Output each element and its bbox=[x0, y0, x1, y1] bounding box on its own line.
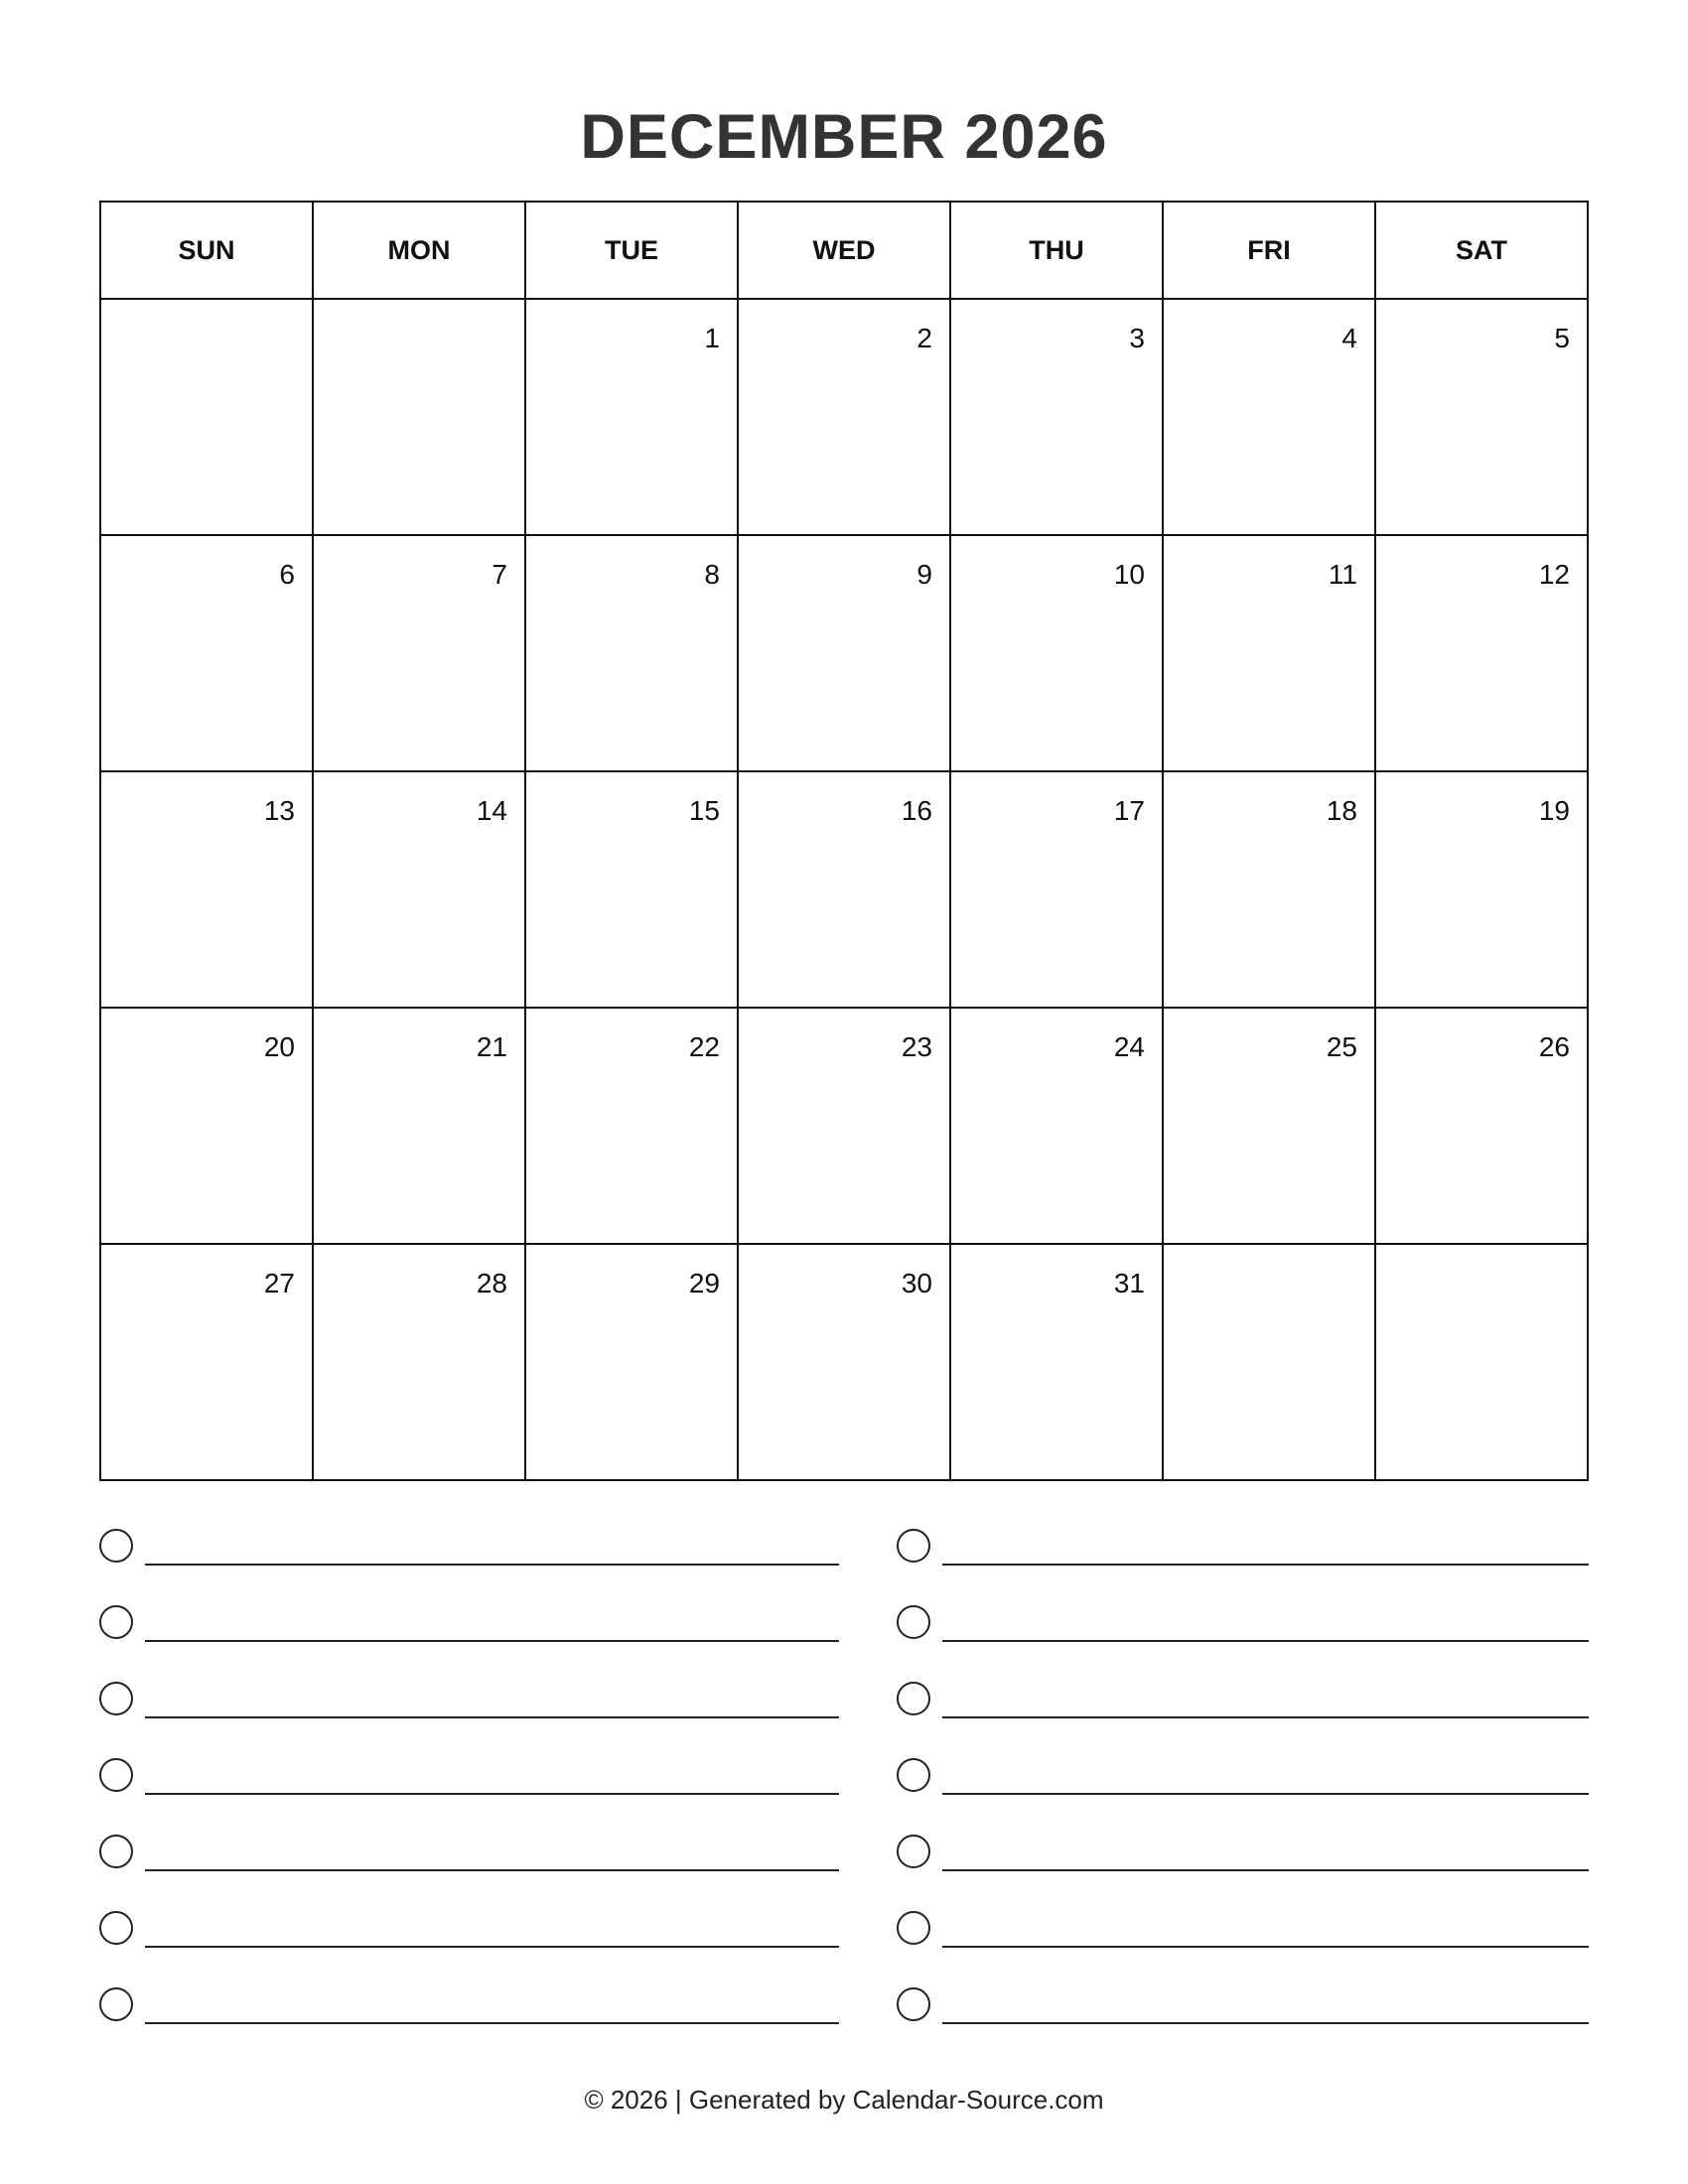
day-number: 7 bbox=[492, 559, 507, 590]
day-number: 29 bbox=[688, 1268, 720, 1298]
day-cell[interactable] bbox=[313, 1244, 525, 1480]
note-item[interactable] bbox=[99, 1835, 839, 1911]
day-number: 19 bbox=[1538, 795, 1570, 826]
note-item[interactable] bbox=[99, 1529, 839, 1605]
day-cell[interactable] bbox=[525, 299, 738, 535]
day-cell[interactable] bbox=[1375, 535, 1588, 771]
day-number: 21 bbox=[476, 1031, 507, 1062]
note-line[interactable] bbox=[942, 1716, 1589, 1718]
note-line[interactable] bbox=[942, 1640, 1589, 1642]
checkbox-circle-icon[interactable] bbox=[99, 1605, 133, 1639]
day-cell[interactable] bbox=[738, 299, 950, 535]
note-item[interactable] bbox=[897, 1911, 1589, 1987]
day-cell[interactable] bbox=[1375, 299, 1588, 535]
footer-credit: © 2026 | Generated by Calendar-Source.com bbox=[584, 2085, 1104, 2115]
day-number: 23 bbox=[901, 1031, 932, 1062]
weekday-tue: TUE bbox=[525, 202, 738, 299]
checkbox-circle-icon[interactable] bbox=[99, 1529, 133, 1563]
note-line[interactable] bbox=[942, 2022, 1589, 2024]
day-cell[interactable] bbox=[738, 535, 950, 771]
day-number: 3 bbox=[1129, 323, 1145, 353]
checkbox-circle-icon[interactable] bbox=[897, 1835, 930, 1868]
weekday-thu: THU bbox=[950, 202, 1163, 299]
day-number: 27 bbox=[263, 1268, 295, 1298]
notes-list-right bbox=[897, 1529, 1589, 2064]
note-line[interactable] bbox=[942, 1946, 1589, 1948]
note-line[interactable] bbox=[942, 1869, 1589, 1871]
note-item[interactable] bbox=[99, 1987, 839, 2064]
week-row bbox=[100, 1244, 1588, 1480]
checkbox-circle-icon[interactable] bbox=[897, 1987, 930, 2021]
note-item[interactable] bbox=[897, 1987, 1589, 2064]
day-number: 13 bbox=[263, 795, 295, 826]
day-cell[interactable] bbox=[525, 1244, 738, 1480]
day-number: 24 bbox=[1113, 1031, 1145, 1062]
day-number: 17 bbox=[1113, 795, 1145, 826]
day-number: 26 bbox=[1538, 1031, 1570, 1062]
note-item[interactable] bbox=[99, 1682, 839, 1758]
day-number: 8 bbox=[704, 559, 720, 590]
day-number: 10 bbox=[1113, 559, 1145, 590]
checkbox-circle-icon[interactable] bbox=[897, 1682, 930, 1715]
day-number: 20 bbox=[263, 1031, 295, 1062]
day-number: 22 bbox=[688, 1031, 720, 1062]
day-number: 28 bbox=[476, 1268, 507, 1298]
day-cell[interactable] bbox=[313, 535, 525, 771]
day-cell[interactable] bbox=[950, 299, 1163, 535]
day-number: 2 bbox=[916, 323, 932, 353]
week-row bbox=[100, 535, 1588, 771]
day-cell[interactable] bbox=[313, 771, 525, 1008]
day-cell[interactable] bbox=[1163, 1244, 1375, 1480]
day-cell[interactable] bbox=[738, 1244, 950, 1480]
day-number bbox=[1164, 1245, 1374, 1267]
weekday-mon: MON bbox=[313, 202, 525, 299]
note-line[interactable] bbox=[145, 1716, 839, 1718]
note-item[interactable] bbox=[897, 1605, 1589, 1682]
checkbox-circle-icon[interactable] bbox=[99, 1682, 133, 1715]
day-number: 18 bbox=[1326, 795, 1357, 826]
checkbox-circle-icon[interactable] bbox=[897, 1605, 930, 1639]
day-number: 1 bbox=[704, 323, 720, 353]
week-row bbox=[100, 1008, 1588, 1244]
day-cell[interactable] bbox=[950, 1008, 1163, 1244]
day-cell[interactable] bbox=[950, 535, 1163, 771]
note-item[interactable] bbox=[99, 1605, 839, 1682]
day-number: 12 bbox=[1538, 559, 1570, 590]
weekday-header-row bbox=[100, 202, 1588, 299]
day-cell[interactable] bbox=[1375, 1244, 1588, 1480]
notes-list-left bbox=[99, 1529, 839, 2064]
checkbox-circle-icon[interactable] bbox=[897, 1911, 930, 1945]
checkbox-circle-icon[interactable] bbox=[897, 1529, 930, 1563]
day-cell[interactable] bbox=[100, 299, 313, 535]
weekday-sun: SUN bbox=[100, 202, 313, 299]
day-number: 4 bbox=[1341, 323, 1357, 353]
note-item[interactable] bbox=[897, 1682, 1589, 1758]
note-line[interactable] bbox=[942, 1793, 1589, 1795]
checkbox-circle-icon[interactable] bbox=[99, 1835, 133, 1868]
day-number: 15 bbox=[688, 795, 720, 826]
day-number bbox=[1376, 1245, 1587, 1267]
day-number: 14 bbox=[476, 795, 507, 826]
day-number: 31 bbox=[1113, 1268, 1145, 1298]
day-cell[interactable] bbox=[1163, 535, 1375, 771]
day-cell[interactable] bbox=[525, 771, 738, 1008]
checkbox-circle-icon[interactable] bbox=[99, 1911, 133, 1945]
day-cell[interactable] bbox=[100, 1244, 313, 1480]
note-line[interactable] bbox=[145, 1564, 839, 1566]
day-cell[interactable] bbox=[1375, 771, 1588, 1008]
day-number: 11 bbox=[1328, 559, 1357, 590]
day-number: 16 bbox=[901, 795, 932, 826]
day-cell[interactable] bbox=[738, 771, 950, 1008]
day-cell[interactable] bbox=[738, 1008, 950, 1244]
day-number bbox=[101, 300, 312, 322]
note-line[interactable] bbox=[942, 1564, 1589, 1566]
weekday-fri: FRI bbox=[1163, 202, 1375, 299]
note-line[interactable] bbox=[145, 1640, 839, 1642]
note-item[interactable] bbox=[99, 1758, 839, 1835]
note-item[interactable] bbox=[897, 1835, 1589, 1911]
checkbox-circle-icon[interactable] bbox=[99, 1758, 133, 1792]
day-cell[interactable] bbox=[313, 1008, 525, 1244]
day-cell[interactable] bbox=[1163, 771, 1375, 1008]
day-cell[interactable] bbox=[950, 1244, 1163, 1480]
week-row bbox=[100, 771, 1588, 1008]
day-number: 5 bbox=[1554, 323, 1570, 353]
weekday-wed: WED bbox=[738, 202, 950, 299]
day-cell[interactable] bbox=[525, 535, 738, 771]
note-line[interactable] bbox=[145, 2022, 839, 2024]
day-number: 30 bbox=[901, 1268, 932, 1298]
day-cell[interactable] bbox=[100, 771, 313, 1008]
day-cell[interactable] bbox=[1375, 1008, 1588, 1244]
weekday-sat: SAT bbox=[1375, 202, 1588, 299]
day-cell[interactable] bbox=[100, 535, 313, 771]
day-cell[interactable] bbox=[1163, 1008, 1375, 1244]
day-cell[interactable] bbox=[525, 1008, 738, 1244]
day-cell[interactable] bbox=[100, 1008, 313, 1244]
note-item[interactable] bbox=[897, 1758, 1589, 1835]
note-item[interactable] bbox=[99, 1911, 839, 1987]
day-number: 6 bbox=[279, 559, 295, 590]
day-number: 9 bbox=[916, 559, 932, 590]
page-title: DECEMBER 2026 bbox=[580, 102, 1108, 172]
day-number: 25 bbox=[1326, 1031, 1357, 1062]
note-line[interactable] bbox=[145, 1793, 839, 1795]
checkbox-circle-icon[interactable] bbox=[99, 1987, 133, 2021]
note-item[interactable] bbox=[897, 1529, 1589, 1605]
day-cell[interactable] bbox=[313, 299, 525, 535]
day-cell[interactable] bbox=[1163, 299, 1375, 535]
checkbox-circle-icon[interactable] bbox=[897, 1758, 930, 1792]
calendar-grid bbox=[99, 201, 1589, 1481]
note-line[interactable] bbox=[145, 1869, 839, 1871]
note-line[interactable] bbox=[145, 1946, 839, 1948]
week-row bbox=[100, 299, 1588, 535]
day-number bbox=[314, 300, 524, 322]
day-cell[interactable] bbox=[950, 771, 1163, 1008]
